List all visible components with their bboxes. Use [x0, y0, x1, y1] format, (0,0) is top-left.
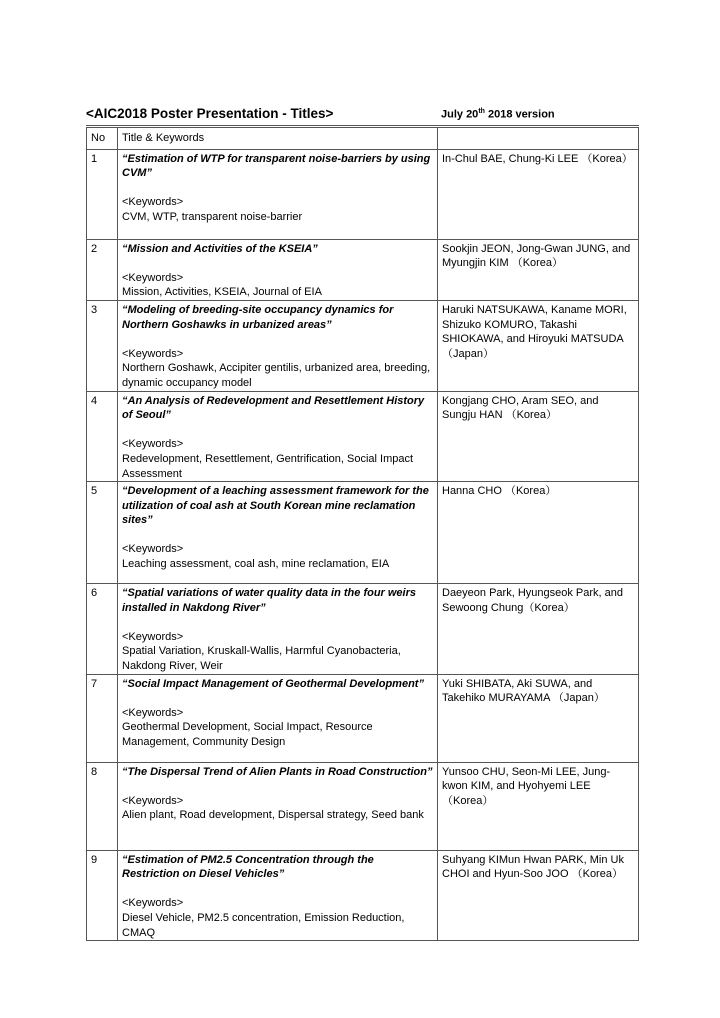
- keywords-text: Spatial Variation, Kruskall-Wallis, Harmful Cyanobacteria, Nakdong River, Weir: [122, 645, 401, 673]
- version-sup: th: [478, 108, 485, 115]
- authors-text: Sookjin JEON, Jong-Gwan JUNG, and Myungjin KIM （Korea）: [442, 242, 631, 270]
- table-header-row: [87, 127, 639, 150]
- poster-title: “Estimation of PM2.5 Concentration through the Restriction on Diesel Vehicles”: [122, 853, 374, 881]
- authors-cell: [438, 850, 639, 941]
- keywords-text: Alien plant, Road development, Dispersal strategy, Seed bank: [122, 809, 424, 822]
- table-row: [87, 300, 639, 391]
- authors-cell: [438, 584, 639, 675]
- authors-text: Daeyeon Park, Hyungseok Park, and Sewoong Chung（Korea）: [442, 587, 623, 614]
- row-number: 7: [87, 674, 118, 762]
- authors-cell: [438, 239, 639, 300]
- title-keywords-cell: [118, 584, 438, 675]
- poster-title: “Mission and Activities of the KSEIA”: [122, 242, 318, 255]
- keywords-text: Diesel Vehicle, PM2.5 concentration, Emission Reduction, CMAQ: [122, 912, 405, 939]
- keywords-label: <Keywords>: [122, 196, 184, 209]
- authors-text: Kongjang CHO, Aram SEO, and Sungju HAN （Korea）: [442, 394, 599, 422]
- keywords-label: <Keywords>: [122, 271, 184, 284]
- title-keywords-cell: [118, 674, 438, 762]
- row-number: 6: [87, 584, 118, 675]
- page-title: <AIC2018 Poster Presentation - Titles>: [86, 106, 334, 121]
- version-prefix: July 20: [441, 108, 479, 121]
- table-row: [87, 584, 639, 675]
- title-keywords-cell: [118, 762, 438, 850]
- row-number: 3: [87, 300, 118, 391]
- row-number: 2: [87, 239, 118, 300]
- poster-title: “Spatial variations of water quality data in the four weirs installed in Nakdong River”: [122, 587, 417, 614]
- authors-text: Hanna CHO （Korea）: [442, 485, 557, 498]
- poster-title: “Social Impact Management of Geothermal Development”: [122, 677, 424, 690]
- keywords-text: Northern Goshawk, Accipiter gentilis, urbanized area, breeding, dynamic occupancy model: [122, 362, 431, 389]
- keywords-label: <Keywords>: [122, 543, 184, 556]
- authors-cell: [438, 674, 639, 762]
- keywords-label: <Keywords>: [122, 706, 184, 719]
- title-keywords-cell: [118, 239, 438, 300]
- table-row: [87, 674, 639, 762]
- keywords-label: <Keywords>: [122, 347, 184, 360]
- keywords-text: Mission, Activities, KSEIA, Journal of EIA: [122, 286, 322, 299]
- authors-text: Haruki NATSUKAWA, Kaname MORI, Shizuko KOMURO, Takashi SHIOKAWA, and Hiroyuki MATSUDA（Japan）: [442, 303, 627, 360]
- row-number: 8: [87, 762, 118, 850]
- poster-title: “The Dispersal Trend of Alien Plants in Road Construction”: [122, 765, 433, 778]
- title-keywords-cell: [118, 482, 438, 584]
- keywords-text: CVM, WTP, transparent noise-barrier: [122, 210, 303, 223]
- keywords-label: <Keywords>: [122, 630, 184, 643]
- authors-text: Yuki SHIBATA, Aki SUWA, and Takehiko MURAYAMA （Japan）: [442, 677, 605, 705]
- poster-title: “Modeling of breeding-site occupancy dynamics for Northern Goshawks in urbanized areas”: [122, 303, 394, 331]
- keywords-text: Geothermal Development, Social Impact, Resource Management, Community Design: [122, 721, 373, 749]
- authors-cell: [438, 391, 639, 482]
- version-label: [441, 108, 555, 121]
- poster-table: [86, 125, 639, 941]
- title-keywords-cell: [118, 300, 438, 391]
- poster-title: “Development of a leaching assessment framework for the utilization of coal ash at South Korean mine reclamation sites”: [122, 485, 429, 527]
- keywords-text: Redevelopment, Resettlement, Gentrification, Social Impact Assessment: [122, 452, 414, 480]
- authors-text: Suhyang KIMun Hwan PARK, Min Uk CHOI and Hyun-Soo JOO （Korea）: [442, 853, 624, 881]
- table-row: [87, 482, 639, 584]
- row-number: 9: [87, 850, 118, 941]
- authors-text: In-Chul BAE, Chung-Ki LEE （Korea）: [442, 152, 633, 165]
- row-number: 4: [87, 391, 118, 482]
- keywords-label: <Keywords>: [122, 794, 184, 807]
- authors-cell: [438, 149, 639, 239]
- header-title-keywords: Title & Keywords: [118, 127, 438, 150]
- title-keywords-cell: [118, 850, 438, 941]
- table-row: [87, 762, 639, 850]
- header-no: No: [87, 127, 118, 150]
- authors-text: Yunsoo CHU, Seon-Mi LEE, Jung-kwon KIM, and Hyohyemi LEE （Korea）: [442, 765, 611, 807]
- keywords-label: <Keywords>: [122, 897, 184, 910]
- header-authors: [438, 127, 639, 150]
- version-suffix: 2018 version: [484, 108, 555, 121]
- poster-title: “An Analysis of Redevelopment and Resettlement History of Seoul”: [122, 394, 425, 422]
- poster-title: “Estimation of WTP for transparent noise-barriers by using CVM”: [122, 152, 431, 180]
- authors-cell: [438, 762, 639, 850]
- title-keywords-cell: [118, 149, 438, 239]
- title-keywords-cell: [118, 391, 438, 482]
- row-number: 5: [87, 482, 118, 584]
- keywords-label: <Keywords>: [122, 438, 184, 451]
- table-row: [87, 850, 639, 941]
- authors-cell: [438, 300, 639, 391]
- keywords-text: Leaching assessment, coal ash, mine reclamation, EIA: [122, 558, 390, 571]
- document-header: [86, 106, 638, 126]
- table-row: [87, 239, 639, 300]
- authors-cell: [438, 482, 639, 584]
- table-row: [87, 149, 639, 239]
- row-number: 1: [87, 149, 118, 239]
- table-row: [87, 391, 639, 482]
